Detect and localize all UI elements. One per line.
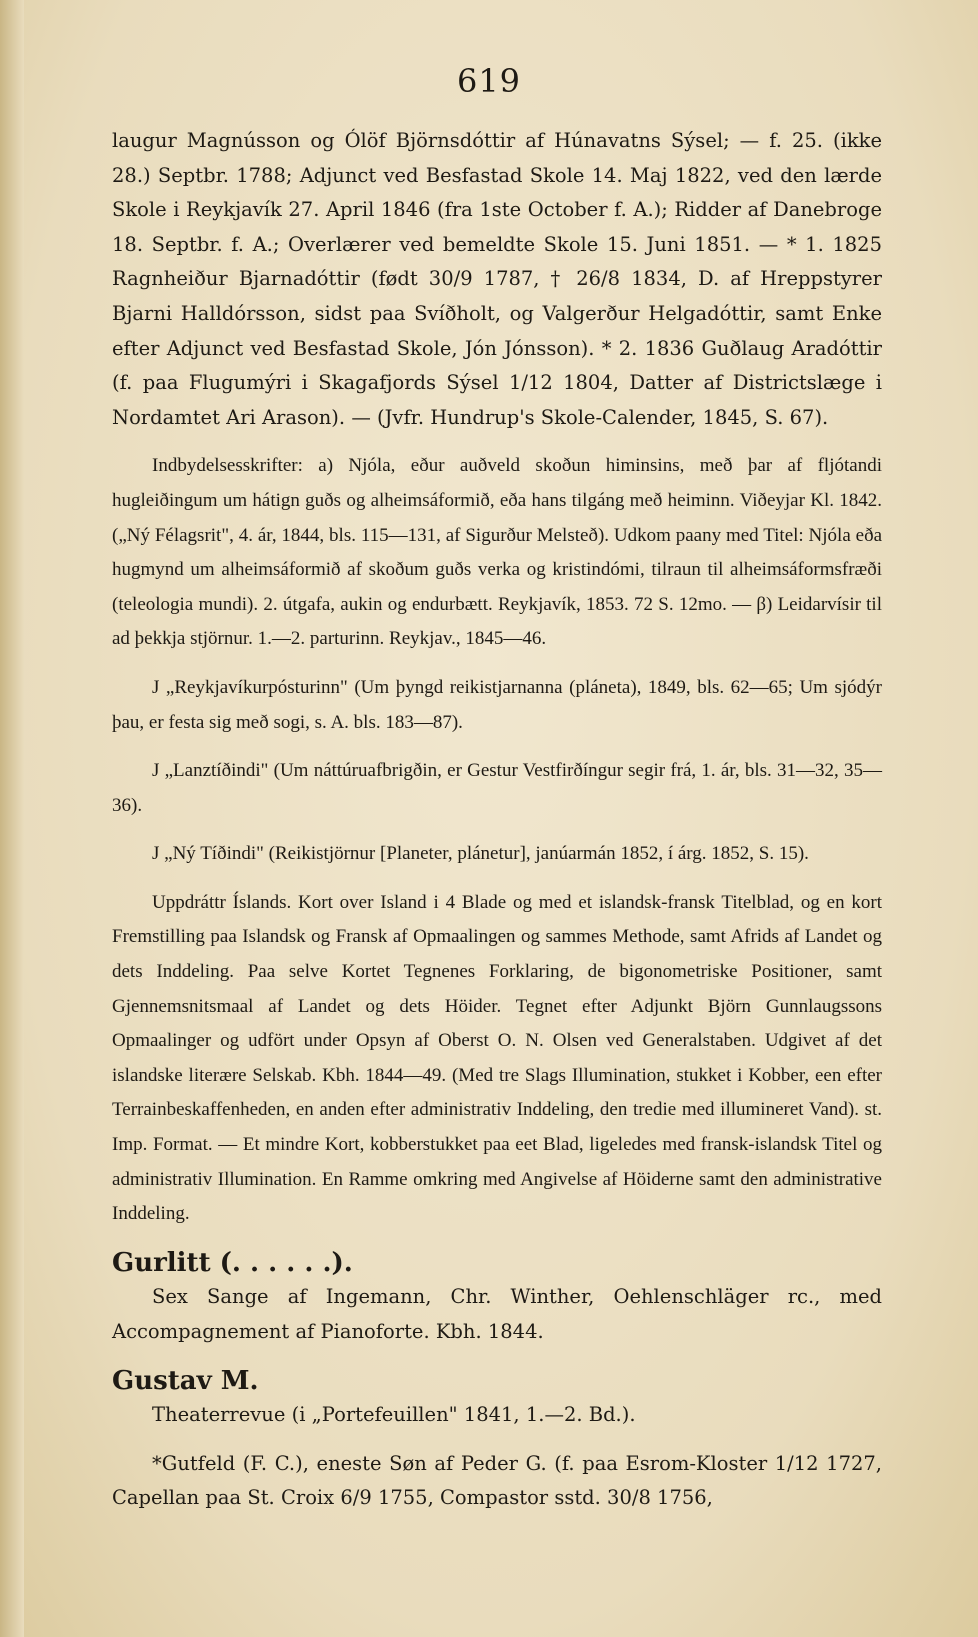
page-body: [112, 124, 882, 1516]
binding-shadow: [0, 0, 24, 1637]
heading-gurlitt: Gurlitt (. . . . . .).: [112, 1247, 353, 1278]
paragraph-reykjavikurposturinn: J „Reykjavíkurpósturinn" (Um þyngd reikistjarnanna (pláneta), 1849, bls. 62—65; Um sjódýr þau, er festa sig með sogi, s. A. bls. 183—87).: [112, 676, 882, 733]
paragraph-lanztidindi: J „Lanztíðindi" (Um náttúruafbrigðin, er Gestur Vestfirðíngur segir frá, 1. ár, bls. 31—32, 35—36).: [112, 760, 882, 816]
heading-gustav: Gustav M.: [112, 1365, 259, 1396]
paragraph-gurlitt: Sex Sange af Ingemann, Chr. Winther, Oehlenschläger rc., med Accompagnement af Pianoforte. Kbh. 1844.: [112, 1285, 882, 1343]
paragraph-gutfeld: *Gutfeld (F. C.), eneste Søn af Peder G. (f. paa Esrom-Kloster 1/12 1727, Capellan paa St. Croix 6/9 1755, Compastor sstd. 30/8 1756,: [112, 1451, 882, 1510]
paragraph-biography: laugur Magnússon og Ólöf Björnsdóttir af Húnavatns Sýsel; — f. 25. (ikke 28.) Septbr. 1788; Adjunct ved Besfastad Skole 14. Maj 1822, ved den lærde Skole i Reykjavík 27. April 1846 (fra 1ste October f. A.); Ridder af Danebroge 18. Septbr. f. A.; Overlærer ved bemeldte Skole 15. Juni 1851. — * 1. 1825 Ragnheiður Bjarnadóttir (født 30/9 1787, † 26/8 1834, D. af Hreppstyrer Bjarni Halldórsson, sidst paa Svíðholt, og Valgerður Helgadóttir, samt Enke efter Adjunct ved Besfastad Skole, Jón Jónsson). * 2. 1836 Guðlaug Aradóttir (f. paa Flugumýri i Skagafjords Sýsel 1/12 1804, Datter af Districtslæge i Nordamtet Ari Arason). — (Jvfr. Hundrup's Skole-Calender, 1845, S. 67).: [112, 129, 882, 429]
paragraph-gustav: Theaterrevue (i „Portefeuillen" 1841, 1.—2. Bd.).: [152, 1403, 636, 1427]
paragraph-map-description: Uppdráttr Íslands. Kort over Island i 4 Blade og med et islandsk-fransk Titelblad, og en kort Fremstilling paa Islandsk og Fransk af Opmaalingen og sammes Methode, samt Afrids af Landet og dets Inddeling. Paa selve Kortet Tegnenes Forklaring, de bigonometriske Positioner, samt Gjennemsnitsmaal af Landet og dets Höider. Tegnet efter Adjunkt Björn Gunnlaugssons Opmaalinger og udfört under Opsyn af Oberst O. N. Olsen ved Generalstaben. Udgivet af det islandske literære Selskab. Kbh. 1844—49. (Med tre Slags Illumination, stukket i Kobber, een efter Terrainbeskaffenheden, en anden efter administrativ Inddeling, den tredie med illumineret Vand). st. Imp. Format. — Et mindre Kort, kobberstukket paa eet Blad, ligeledes med fransk-islandsk Titel og administrativ Illumination. En Ramme omkring med Angivelse af Höiderne samt den administrative Inddeling.: [112, 891, 882, 1225]
paragraph-writings: Indbydelsesskrifter: a) Njóla, eður auðveld skoðun himinsins, með þar af fljótandi hugleiðingum um hátign guðs og alheimsáformið, eða hans tilgáng með heiminn. Viðeyjar Kl. 1842. („Ný Félagsrit", 4. ár, 1844, bls. 115—131, af Sigurður Melsteð). Udkom paany med Titel: Njóla eða hugmynd um alheimsáformið af skoðum guðs verka og kristindómi, tilraun til alheimsáformsfræði (teleologia mundi). 2. útgafa, aukin og endurbætt. Reykjavík, 1853. 72 S. 12mo. — β) Leidarvísir til ad þekkja stjörnur. 1.—2. parturinn. Reykjav., 1845—46.: [112, 455, 882, 650]
page-number: 619: [456, 62, 522, 100]
paragraph-ny-tidindi: J „Ný Tíðindi" (Reikistjörnur [Planeter, plánetur], janúarmán 1852, í árg. 1852, S. 15).: [152, 843, 809, 865]
